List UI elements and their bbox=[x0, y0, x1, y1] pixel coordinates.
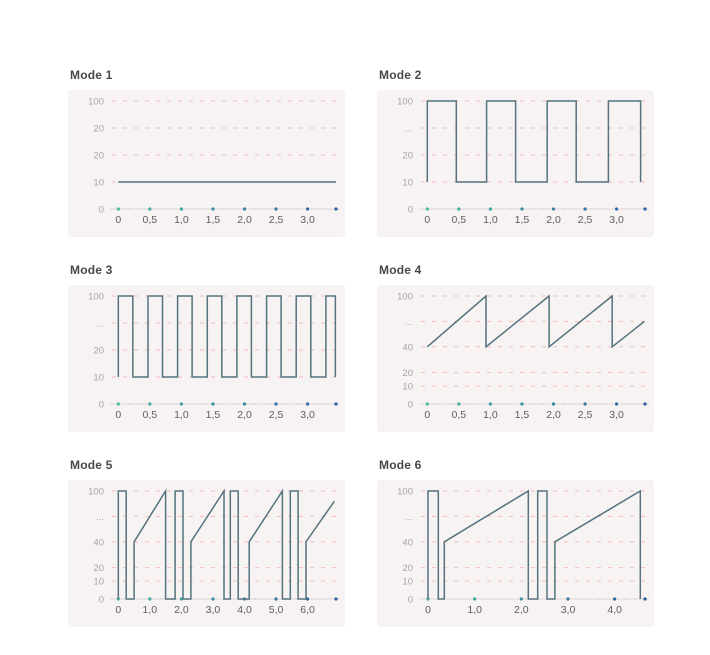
axis-minor-dot bbox=[202, 208, 204, 210]
axis-minor-dot bbox=[563, 208, 565, 210]
y-axis-label: 10 bbox=[402, 177, 413, 189]
axis-minor-dot bbox=[159, 403, 161, 405]
x-axis-label: 4,0 bbox=[237, 604, 252, 616]
x-axis-label: 2,0 bbox=[546, 409, 561, 421]
axis-minor-dot bbox=[479, 208, 481, 210]
chart-title: Mode 5 bbox=[70, 458, 113, 472]
y-axis-label: 20 bbox=[93, 123, 104, 135]
mode-5-chart bbox=[68, 458, 345, 627]
axis-major-dot bbox=[334, 402, 337, 405]
axis-minor-dot bbox=[265, 208, 267, 210]
x-axis-label: 4,0 bbox=[607, 604, 622, 616]
waveform-line bbox=[118, 296, 335, 377]
y-axis-label: 20 bbox=[402, 368, 413, 380]
axis-minor-dot bbox=[326, 598, 328, 600]
mode-3-chart bbox=[68, 263, 345, 432]
x-axis-label: 0 bbox=[115, 214, 122, 226]
x-axis-label: 1,0 bbox=[174, 214, 189, 226]
plot-svg bbox=[377, 90, 654, 237]
axis-minor-dot bbox=[500, 208, 502, 210]
x-axis-label: 2,5 bbox=[577, 409, 593, 421]
x-axis-label: 0,5 bbox=[142, 409, 158, 421]
axis-minor-dot bbox=[233, 403, 235, 405]
plot-svg bbox=[68, 285, 345, 432]
axis-minor-dot bbox=[605, 403, 607, 405]
axis-major-dot bbox=[274, 402, 277, 405]
axis-major-dot bbox=[211, 402, 214, 405]
chart-panel bbox=[377, 480, 654, 627]
x-axis-label: 0 bbox=[425, 604, 431, 616]
axis-major-dot bbox=[643, 597, 646, 600]
axis-major-dot bbox=[243, 402, 246, 405]
y-axis-label: 10 bbox=[93, 372, 104, 384]
axis-minor-dot bbox=[202, 598, 204, 600]
y-axis-label: 20 bbox=[93, 563, 104, 575]
x-axis-label: 0 bbox=[115, 604, 122, 616]
axis-minor-dot bbox=[635, 403, 637, 405]
axis-minor-dot bbox=[159, 208, 161, 210]
chart-panel bbox=[377, 90, 654, 237]
axis-minor-dot bbox=[223, 403, 225, 405]
chart-title: Mode 4 bbox=[379, 263, 422, 277]
y-axis-label: 0 bbox=[98, 399, 104, 411]
axis-major-dot bbox=[426, 207, 429, 210]
axis-minor-dot bbox=[532, 403, 534, 405]
axis-major-dot bbox=[457, 207, 460, 210]
axis-minor-dot bbox=[511, 403, 513, 405]
axis-major-dot bbox=[613, 597, 616, 600]
axis-major-dot bbox=[473, 597, 476, 600]
axis-major-dot bbox=[643, 402, 646, 405]
x-axis-label: 0 bbox=[424, 214, 431, 226]
y-axis-label: 100 bbox=[397, 291, 413, 303]
axis-minor-dot bbox=[468, 208, 470, 210]
waveform-line bbox=[427, 101, 640, 182]
chart-panel bbox=[377, 285, 654, 432]
axis-minor-dot bbox=[625, 403, 627, 405]
axis-minor-dot bbox=[542, 208, 544, 210]
y-axis-label: 20 bbox=[93, 345, 104, 357]
axis-minor-dot bbox=[138, 598, 140, 600]
x-axis-label: 2,0 bbox=[174, 604, 189, 616]
x-axis-label: 0,5 bbox=[142, 214, 158, 226]
axis-major-dot bbox=[306, 207, 309, 210]
axis-minor-dot bbox=[500, 403, 502, 405]
axis-major-dot bbox=[520, 402, 523, 405]
axis-minor-dot bbox=[316, 403, 318, 405]
x-axis-label: 1,5 bbox=[205, 214, 221, 226]
y-axis-label: 0 bbox=[407, 204, 413, 216]
axis-major-dot bbox=[489, 402, 492, 405]
axis-minor-dot bbox=[254, 208, 256, 210]
y-axis-label: ... bbox=[405, 511, 413, 523]
axis-major-dot bbox=[583, 402, 586, 405]
axis-major-dot bbox=[117, 207, 120, 210]
y-axis-label: ... bbox=[96, 511, 104, 523]
axis-major-dot bbox=[334, 597, 337, 600]
axis-major-dot bbox=[489, 207, 492, 210]
mode-4-chart bbox=[377, 263, 654, 432]
axis-minor-dot bbox=[574, 403, 576, 405]
axis-major-dot bbox=[520, 207, 523, 210]
mode-1-chart bbox=[68, 68, 345, 237]
x-axis-label: 2,0 bbox=[514, 604, 529, 616]
axis-major-dot bbox=[566, 597, 569, 600]
y-axis-label: ... bbox=[405, 123, 413, 135]
axis-minor-dot bbox=[635, 208, 637, 210]
chart-panel bbox=[68, 90, 345, 237]
axis-minor-dot bbox=[605, 208, 607, 210]
axis-minor-dot bbox=[574, 208, 576, 210]
axis-major-dot bbox=[552, 207, 555, 210]
x-axis-label: 2,5 bbox=[577, 214, 593, 226]
axis-minor-dot bbox=[625, 208, 627, 210]
axis-minor-dot bbox=[447, 403, 449, 405]
x-axis-label: 0,5 bbox=[451, 214, 467, 226]
x-axis-label: 2,0 bbox=[237, 214, 252, 226]
chart-title: Mode 6 bbox=[379, 458, 422, 472]
axis-major-dot bbox=[148, 207, 151, 210]
y-axis-label: 0 bbox=[98, 204, 104, 216]
axis-major-dot bbox=[552, 402, 555, 405]
axis-minor-dot bbox=[296, 208, 298, 210]
y-axis-label: ... bbox=[96, 318, 104, 330]
axis-minor-dot bbox=[447, 208, 449, 210]
axis-minor-dot bbox=[468, 403, 470, 405]
axis-minor-dot bbox=[265, 598, 267, 600]
axis-major-dot bbox=[583, 207, 586, 210]
axis-major-dot bbox=[148, 402, 151, 405]
x-axis-label: 5,0 bbox=[268, 604, 284, 616]
axis-minor-dot bbox=[583, 598, 585, 600]
chart-title: Mode 2 bbox=[379, 68, 422, 82]
y-axis-label: 100 bbox=[88, 96, 104, 108]
axis-major-dot bbox=[243, 207, 246, 210]
x-axis-label: 6,0 bbox=[300, 604, 315, 616]
axis-minor-dot bbox=[326, 208, 328, 210]
x-axis-label: 1,5 bbox=[205, 409, 221, 421]
axis-minor-dot bbox=[563, 403, 565, 405]
axis-minor-dot bbox=[265, 403, 267, 405]
y-axis-label: 0 bbox=[407, 399, 413, 411]
axis-minor-dot bbox=[542, 403, 544, 405]
axis-minor-dot bbox=[458, 598, 460, 600]
x-axis-label: 0 bbox=[115, 409, 122, 421]
axis-minor-dot bbox=[634, 598, 636, 600]
axis-minor-dot bbox=[254, 403, 256, 405]
axis-minor-dot bbox=[138, 208, 140, 210]
x-axis-label: 1,0 bbox=[483, 214, 498, 226]
axis-major-dot bbox=[180, 207, 183, 210]
x-axis-label: 1,0 bbox=[467, 604, 482, 616]
x-axis-label: 1,5 bbox=[514, 214, 530, 226]
y-axis-label: 40 bbox=[93, 537, 104, 549]
y-axis-label: 100 bbox=[397, 486, 413, 498]
axis-major-dot bbox=[180, 402, 183, 405]
x-axis-label: 3,0 bbox=[609, 214, 624, 226]
axis-major-dot bbox=[457, 402, 460, 405]
axis-minor-dot bbox=[286, 208, 288, 210]
waveform-line bbox=[427, 296, 644, 347]
axis-minor-dot bbox=[233, 598, 235, 600]
y-axis-label: 20 bbox=[402, 150, 413, 162]
x-axis-label: 1,5 bbox=[514, 409, 530, 421]
axis-major-dot bbox=[334, 207, 337, 210]
plot-svg bbox=[377, 480, 654, 627]
axis-minor-dot bbox=[170, 403, 172, 405]
axis-minor-dot bbox=[296, 403, 298, 405]
axis-major-dot bbox=[148, 597, 151, 600]
x-axis-label: 1,0 bbox=[142, 604, 158, 616]
axis-minor-dot bbox=[479, 403, 481, 405]
axis-major-dot bbox=[211, 207, 214, 210]
chart-title: Mode 1 bbox=[70, 68, 113, 82]
axis-minor-dot bbox=[624, 598, 626, 600]
axis-minor-dot bbox=[170, 208, 172, 210]
axis-minor-dot bbox=[595, 403, 597, 405]
axis-minor-dot bbox=[595, 208, 597, 210]
x-axis-label: 0,5 bbox=[451, 409, 467, 421]
y-axis-label: 10 bbox=[402, 381, 413, 393]
y-axis-label: 40 bbox=[402, 342, 413, 354]
y-axis-label: 10 bbox=[93, 576, 104, 588]
y-axis-label: 0 bbox=[407, 594, 413, 606]
axis-major-dot bbox=[117, 402, 120, 405]
waveform-line bbox=[118, 491, 334, 599]
x-axis-label: 0 bbox=[424, 409, 431, 421]
axis-minor-dot bbox=[191, 208, 193, 210]
x-axis-label: 2,0 bbox=[237, 409, 252, 421]
chart-panel bbox=[68, 480, 345, 627]
x-axis-label: 3,0 bbox=[560, 604, 576, 616]
axis-major-dot bbox=[615, 207, 618, 210]
plot-svg bbox=[68, 480, 345, 627]
axis-minor-dot bbox=[489, 598, 491, 600]
axis-minor-dot bbox=[532, 208, 534, 210]
axis-minor-dot bbox=[316, 598, 318, 600]
axis-minor-dot bbox=[223, 208, 225, 210]
axis-minor-dot bbox=[326, 403, 328, 405]
y-axis-label: 100 bbox=[88, 486, 104, 498]
chart-title: Mode 3 bbox=[70, 263, 113, 277]
axis-major-dot bbox=[274, 597, 277, 600]
y-axis-label: 10 bbox=[402, 576, 413, 588]
charts-grid bbox=[68, 68, 654, 627]
axis-minor-dot bbox=[598, 598, 600, 600]
x-axis-label: 3,0 bbox=[609, 409, 624, 421]
axis-minor-dot bbox=[254, 598, 256, 600]
y-axis-label: 40 bbox=[402, 537, 413, 549]
axis-minor-dot bbox=[437, 208, 439, 210]
axis-minor-dot bbox=[128, 208, 130, 210]
axis-minor-dot bbox=[159, 598, 161, 600]
plot-svg bbox=[68, 90, 345, 237]
axis-minor-dot bbox=[191, 403, 193, 405]
plot-svg bbox=[377, 285, 654, 432]
x-axis-label: 3,0 bbox=[205, 604, 221, 616]
y-axis-label: 100 bbox=[88, 291, 104, 303]
axis-major-dot bbox=[211, 597, 214, 600]
axis-minor-dot bbox=[511, 208, 513, 210]
axis-minor-dot bbox=[138, 403, 140, 405]
x-axis-label: 3,0 bbox=[300, 409, 315, 421]
axis-major-dot bbox=[306, 402, 309, 405]
x-axis-label: 2,0 bbox=[546, 214, 561, 226]
mode-2-chart bbox=[377, 68, 654, 237]
y-axis-label: 0 bbox=[98, 594, 104, 606]
x-axis-label: 1,0 bbox=[483, 409, 498, 421]
y-axis-label: 20 bbox=[402, 563, 413, 575]
axis-major-dot bbox=[426, 402, 429, 405]
axis-major-dot bbox=[643, 207, 646, 210]
chart-panel bbox=[68, 285, 345, 432]
x-axis-label: 1,0 bbox=[174, 409, 189, 421]
axis-minor-dot bbox=[286, 403, 288, 405]
axis-major-dot bbox=[615, 402, 618, 405]
y-axis-label: ... bbox=[405, 316, 413, 328]
axis-major-dot bbox=[520, 597, 523, 600]
x-axis-label: 2,5 bbox=[268, 409, 284, 421]
axis-minor-dot bbox=[316, 208, 318, 210]
axis-minor-dot bbox=[437, 403, 439, 405]
axis-minor-dot bbox=[505, 598, 507, 600]
y-axis-label: 10 bbox=[93, 177, 104, 189]
mode-6-chart bbox=[377, 458, 654, 627]
axis-minor-dot bbox=[202, 403, 204, 405]
y-axis-label: 20 bbox=[93, 150, 104, 162]
axis-minor-dot bbox=[233, 208, 235, 210]
axis-major-dot bbox=[274, 207, 277, 210]
waveform-line bbox=[428, 491, 640, 599]
y-axis-label: 100 bbox=[397, 96, 413, 108]
x-axis-label: 2,5 bbox=[268, 214, 284, 226]
axis-minor-dot bbox=[128, 403, 130, 405]
x-axis-label: 3,0 bbox=[300, 214, 315, 226]
